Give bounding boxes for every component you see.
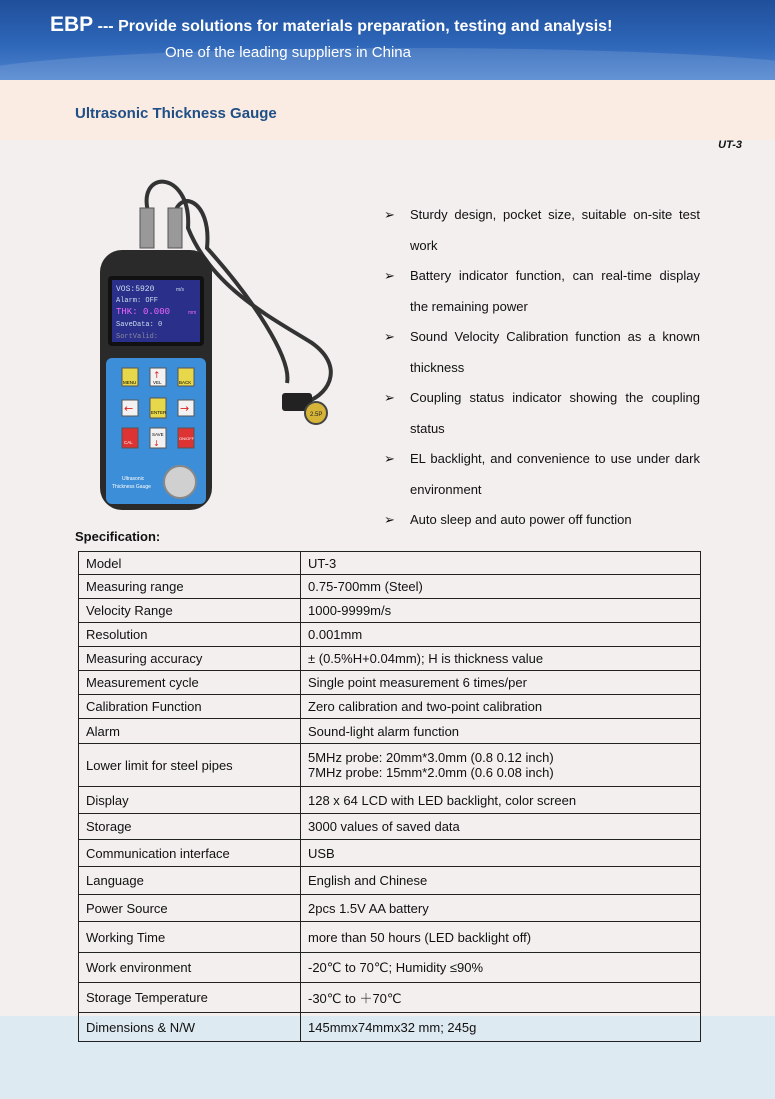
table-row — [79, 1013, 701, 1042]
vel-key-label: VEL — [153, 380, 162, 385]
table-row — [79, 953, 701, 983]
right-key-label: → — [180, 402, 190, 415]
feature-item: ➢ Sound Velocity Calibration function as a known thickness — [384, 322, 700, 383]
spec-value: USB — [301, 840, 701, 867]
spec-value: Sound-light alarm function — [301, 719, 701, 744]
spec-value: 1000-9999m/s — [301, 599, 701, 623]
spec-value: ± (0.5%H+0.04mm); H is thickness value — [301, 647, 701, 671]
up-arrow-icon: ↑ — [153, 371, 161, 381]
thickness-gauge-image — [92, 168, 362, 518]
table-row — [79, 575, 701, 599]
device-label: Thickness Gauge — [112, 484, 151, 490]
spec-name: Storage — [79, 814, 301, 840]
brand-line — [50, 13, 612, 37]
table-row — [79, 647, 701, 671]
spec-name: Velocity Range — [79, 599, 301, 623]
feature-list — [384, 200, 700, 536]
table-row — [79, 599, 701, 623]
table-row — [79, 719, 701, 744]
save-key-label: SAVE — [152, 432, 164, 437]
page-header — [0, 0, 775, 80]
spec-name: Measuring range — [79, 575, 301, 599]
screen-line: THK: 0.000 — [116, 307, 171, 317]
screen-line: SaveData: 0 — [116, 321, 163, 329]
feature-item: ➢ Auto sleep and auto power off function — [384, 505, 700, 536]
table-row — [79, 787, 701, 814]
spec-name: Display — [79, 787, 301, 814]
spec-name: Work environment — [79, 953, 301, 983]
down-arrow-icon: ↓ — [153, 439, 160, 448]
brand-tagline: --- Provide solutions for materials preparation, testing and analysis! — [93, 18, 613, 35]
connector — [168, 208, 182, 248]
table-row — [79, 895, 701, 922]
table-row — [79, 983, 701, 1013]
spec-name: Communication interface — [79, 840, 301, 867]
spec-value: 0.001mm — [301, 623, 701, 647]
spec-value-line: 5MHz probe: 20mm*3.0mm (0.8 0.12 inch) — [308, 750, 554, 765]
table-row — [79, 623, 701, 647]
table-row — [79, 840, 701, 867]
model-code: UT-3 — [718, 139, 742, 151]
spec-value: UT-3 — [301, 552, 701, 575]
spec-name: Power Source — [79, 895, 301, 922]
spec-value: 145mmx74mmx32 mm; 245g — [301, 1013, 701, 1042]
brand-name: EBP — [50, 13, 94, 36]
feature-item: ➢ EL backlight, and convenience to use under dark environment — [384, 444, 700, 505]
spec-value-multiline — [301, 744, 701, 787]
spec-value: -30℃ to ＋70℃ — [301, 983, 701, 1013]
spec-value-line: 7MHz probe: 15mm*2.0mm (0.6 0.08 inch) — [308, 765, 554, 780]
table-row — [79, 744, 701, 787]
spec-value: Zero calibration and two-point calibration — [301, 695, 701, 719]
feature-item: ➢ Battery indicator function, can real-time display the remaining power — [384, 261, 700, 322]
brand-subtitle: One of the leading suppliers in China — [165, 44, 411, 61]
spec-value: 0.75-700mm (Steel) — [301, 575, 701, 599]
spec-name: Dimensions & N/W — [79, 1013, 301, 1042]
table-row — [79, 922, 701, 953]
table-row — [79, 695, 701, 719]
spec-name: Measuring accuracy — [79, 647, 301, 671]
back-key-label: BACK — [179, 380, 192, 385]
device-label: Ultrasonic — [122, 476, 145, 482]
feature-item: ➢ Coupling status indicator showing the coupling status — [384, 383, 700, 444]
spec-value: English and Chinese — [301, 867, 701, 895]
feature-item: ➢ Sturdy design, pocket size, suitable on-site test work — [384, 200, 700, 261]
spec-value: -20℃ to 70℃; Humidity ≤90% — [301, 953, 701, 983]
spec-name: Alarm — [79, 719, 301, 744]
spec-name: Language — [79, 867, 301, 895]
spec-value: Single point measurement 6 times/per — [301, 671, 701, 695]
probe-label: 2.5P — [310, 412, 323, 418]
spec-value: more than 50 hours (LED backlight off) — [301, 922, 701, 953]
sensor-disc — [164, 466, 196, 498]
spec-value: 128 x 64 LCD with LED backlight, color screen — [301, 787, 701, 814]
screen-line: Alarm: OFF — [116, 297, 159, 305]
spec-value: 2pcs 1.5V AA battery — [301, 895, 701, 922]
screen-line: VOS:5920 — [116, 285, 155, 294]
spec-name: Model — [79, 552, 301, 575]
screen-line: SortValid: — [116, 333, 159, 341]
table-row — [79, 671, 701, 695]
table-row — [79, 552, 701, 575]
left-key-label: ← — [124, 402, 134, 415]
connector — [140, 208, 154, 248]
table-row — [79, 814, 701, 840]
menu-key-label: MENU — [123, 380, 137, 385]
product-title: Ultrasonic Thickness Gauge — [75, 105, 277, 122]
cal-key — [122, 428, 138, 448]
spec-value: 3000 values of saved data — [301, 814, 701, 840]
screen-unit: m/s — [176, 287, 185, 293]
spec-name: Calibration Function — [79, 695, 301, 719]
table-row — [79, 867, 701, 895]
spec-name: Resolution — [79, 623, 301, 647]
screen-unit: mm — [188, 310, 197, 316]
specification-label: Specification: — [75, 529, 161, 544]
spec-name: Working Time — [79, 922, 301, 953]
specification-table — [78, 551, 701, 1042]
enter-key — [150, 398, 166, 418]
spec-name: Storage Temperature — [79, 983, 301, 1013]
spec-name: Measurement cycle — [79, 671, 301, 695]
spec-name: Lower limit for steel pipes — [79, 744, 301, 787]
power-key-label: ON/OFF — [179, 436, 195, 441]
cal-key-label: CAL — [124, 440, 133, 445]
enter-key-label: ENTER — [151, 410, 167, 415]
